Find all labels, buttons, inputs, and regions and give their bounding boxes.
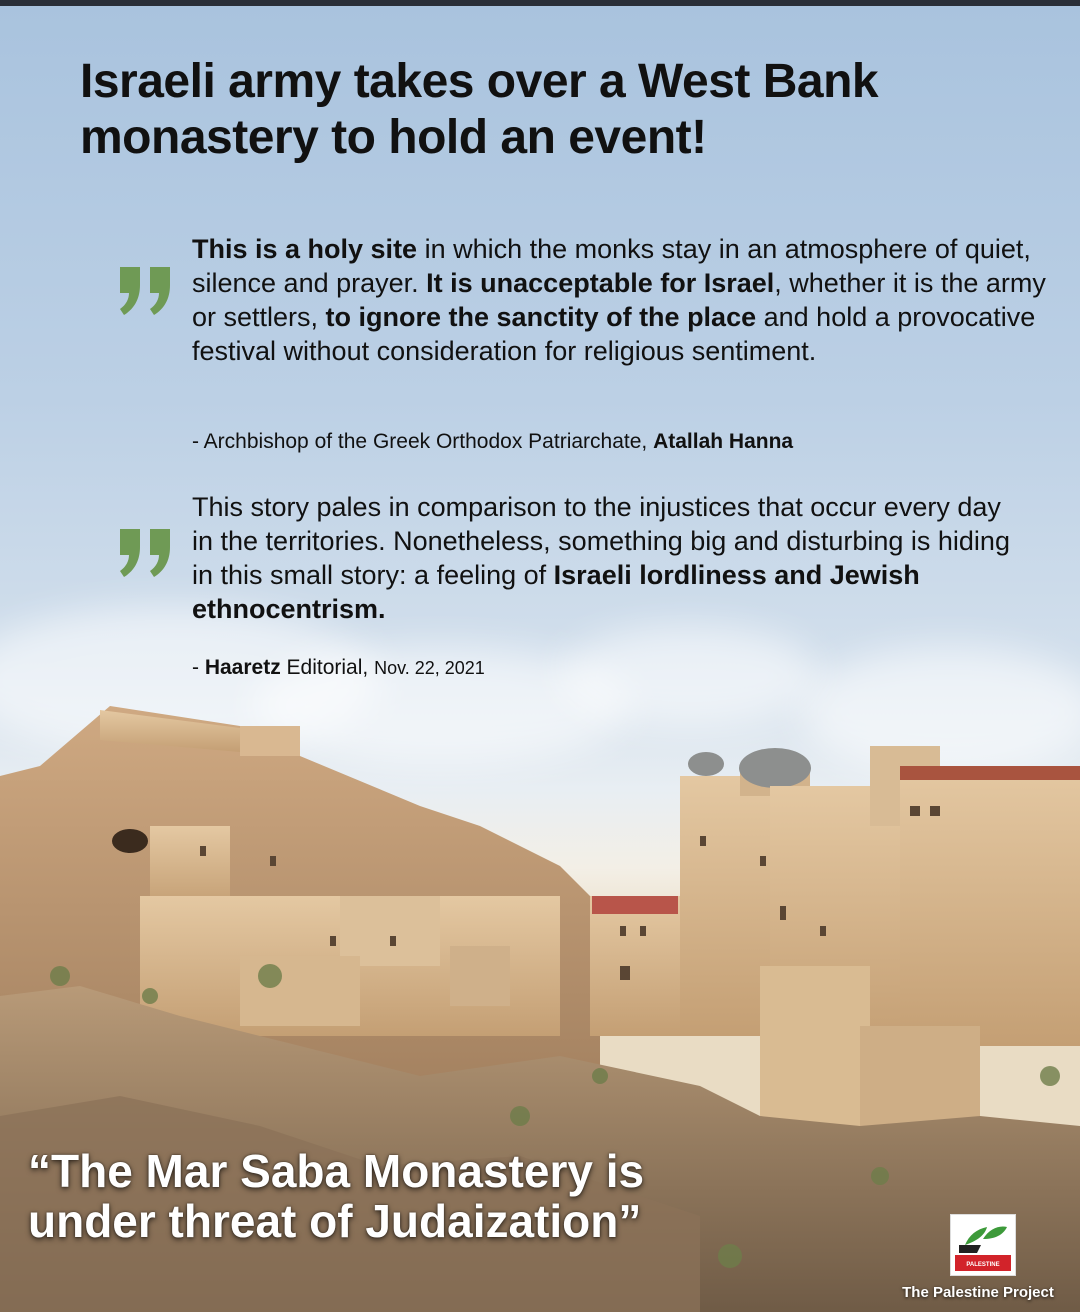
quote-1-attribution-name: Atallah Hanna xyxy=(653,430,794,453)
quote-emphasis: to ignore the sanctity of the place xyxy=(325,302,757,332)
footer-quote xyxy=(28,1146,808,1246)
quote-emphasis: Israeli lordliness and Jewish ethnocentrism. xyxy=(192,560,920,624)
quote-2-attribution-date: Nov. 22, 2021 xyxy=(374,658,485,678)
quote-2-text xyxy=(192,490,1022,626)
logo-caption: The Palestine Project xyxy=(902,1284,1054,1301)
quote-segment: in which the monks stay in an atmosphere of quiet, silence and prayer. xyxy=(192,234,1031,298)
headline-line2-bold: monastery xyxy=(80,111,319,164)
quote-emphasis: This is a holy site xyxy=(192,234,418,264)
quote-1-attribution-prefix: - Archbishop of the Greek Orthodox Patriarchate, xyxy=(192,430,654,453)
quote-mark-icon xyxy=(116,490,176,546)
quote-2-attribution-name: Haaretz xyxy=(204,656,281,679)
quote-1-attribution xyxy=(192,428,793,456)
logo-inner-text: PALESTINE xyxy=(966,1262,1000,1268)
quote-2-attribution-middle: Editorial, xyxy=(280,656,375,679)
quote-segment: This story pales in comparison to the injustices that occur every day in the territories. Nonetheless, something big and disturbing is hiding in this small story: a feeling of xyxy=(192,492,1010,590)
quote-segment: , whether it is the army or settlers, xyxy=(192,268,1046,332)
footer-quote-line2: under threat of Judaization” xyxy=(28,1195,642,1247)
quote-2-attribution xyxy=(192,654,485,682)
headline-line1: Israeli army takes over a West Bank xyxy=(80,55,879,108)
quote-emphasis: It is unacceptable for Israel xyxy=(426,268,775,298)
headline-line2-rest: to hold an event! xyxy=(318,111,707,164)
quote-segment: and hold a provocative festival without consideration for religious sentiment. xyxy=(192,302,1036,366)
quote-mark-icon xyxy=(116,228,176,284)
headline xyxy=(80,54,1040,166)
footer-quote-line1: “The Mar Saba Monastery is xyxy=(28,1145,645,1197)
quote-1-text xyxy=(192,232,1052,368)
palestine-project-logo xyxy=(950,1214,1016,1276)
quote-2-attribution-prefix: - xyxy=(192,656,205,679)
